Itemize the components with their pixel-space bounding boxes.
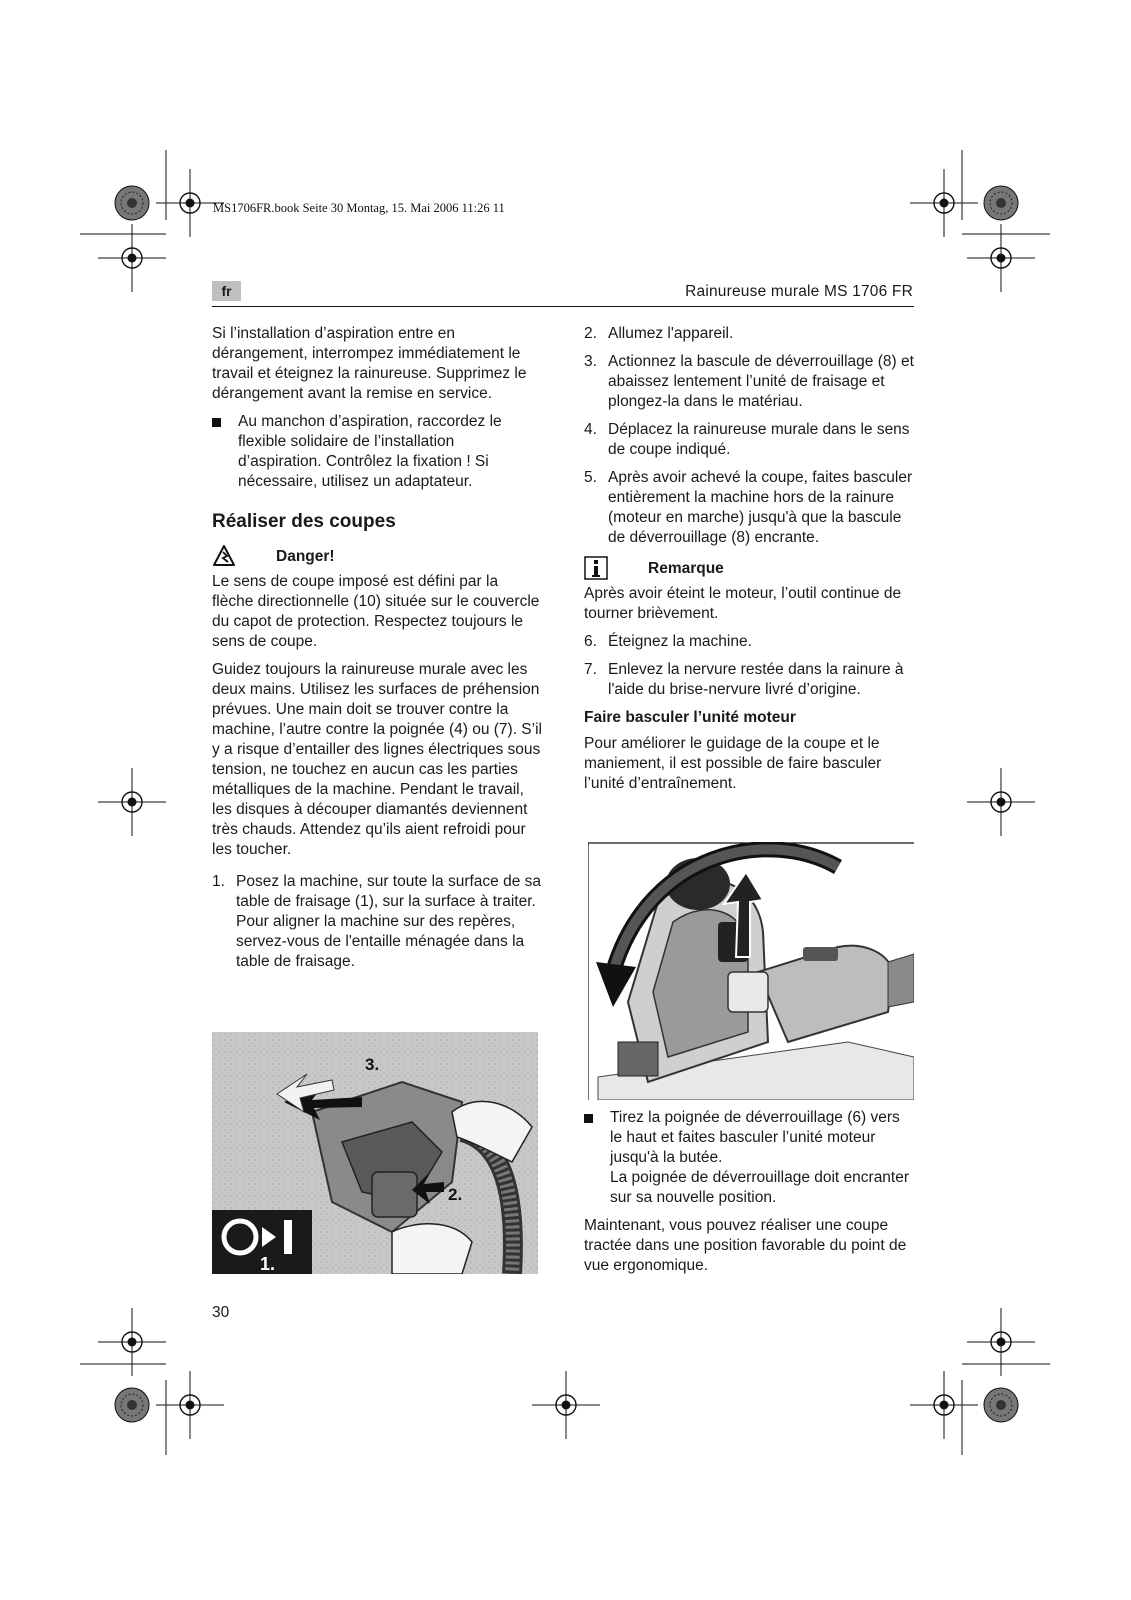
step-item-1	[212, 872, 542, 972]
left-column	[212, 324, 542, 980]
subsection-paragraph: Pour améliorer le guidage de la coupe et le maniement, il est possible de faire basculer l’unité d’entraînement.	[584, 735, 882, 792]
language-tag: fr	[212, 281, 241, 301]
figure-tilt-motor	[588, 842, 914, 1100]
step-text: Éteignez la machine.	[608, 633, 752, 650]
crosshair-icon	[910, 169, 978, 237]
crosshair-icon	[967, 1308, 1035, 1376]
step-text: Déplacez la rainureuse murale dans le sens de coupe indiqué.	[608, 421, 910, 458]
page-number: 30	[212, 1304, 230, 1321]
figure-positioning-machine	[212, 1032, 538, 1274]
crosshair-icon	[532, 1371, 600, 1439]
danger-label: Danger!	[276, 548, 335, 565]
step-number: 7.	[584, 661, 597, 678]
step-item-4	[584, 420, 916, 460]
step-text-extra: Pour aligner la machine sur des repères, servez-vous de l'entaille ménagée dans la table de fraisage.	[236, 913, 525, 970]
color-target-icon	[984, 1388, 1018, 1422]
bullet-square-icon	[212, 418, 221, 427]
bullet-item	[212, 412, 542, 492]
subsection-title: Faire basculer l’unité moteur	[584, 709, 796, 726]
intro-paragraph: Si l’installation d’aspiration entre en dérangement, interrompez immédiatement le travail et éteignez la rainureuse. Supprimez le dérangement avant la remise en service.	[212, 325, 527, 402]
step-number: 3.	[584, 353, 597, 370]
crosshair-icon	[910, 1371, 978, 1439]
figure-label-2: 2.	[448, 1185, 463, 1204]
danger-paragraph-2: Guidez toujours la rainureuse murale avec les deux mains. Utilisez les surfaces de préhension prévues. Une main doit se trouver contre la machine, l’autre contre la poignée (4) ou (7). S’il y a risque d’entailler des lignes électriques sous tension, ne touchez en aucun cas les parties métalliques de la machine. Pendant le travail, les disques à découper diamantés deviennent très chauds. Attendez qu’ils aient refroidi pour les toucher.	[212, 661, 542, 858]
note-notice	[584, 556, 916, 580]
step-number: 1.	[212, 873, 225, 890]
step-number: 2.	[584, 325, 597, 342]
step-text: Enlevez la nervure restée dans la rainure à l'aide du brise-nervure livré d’origine.	[608, 661, 904, 698]
bullet-text: Au manchon d’aspiration, raccordez le flexible solidaire de l’installation d’aspiration. Contrôlez la fixation ! Si nécessaire, utilisez un adaptateur.	[238, 413, 502, 490]
closing-paragraph: Maintenant, vous pouvez réaliser une coupe tractée dans une position favorable du point de vue ergonomique.	[584, 1217, 907, 1274]
crosshair-icon	[967, 768, 1035, 836]
step-item-5	[584, 468, 916, 548]
step-item-6	[584, 632, 916, 652]
step-text: Allumez l'appareil.	[608, 325, 734, 342]
info-icon	[584, 556, 610, 580]
figure-label-1: 1.	[260, 1254, 276, 1274]
machine-illustration	[212, 1032, 538, 1274]
right-column	[584, 324, 916, 802]
step-number: 5.	[584, 469, 597, 486]
bullet-item	[584, 1108, 916, 1208]
step-number: 4.	[584, 421, 597, 438]
danger-notice	[212, 544, 542, 568]
step-item-3	[584, 352, 916, 412]
color-target-icon	[115, 1388, 149, 1422]
print-info: MS1706FR.book Seite 30 Montag, 15. Mai 2006 11:26 11	[213, 201, 505, 215]
danger-paragraph-1: Le sens de coupe imposé est défini par la flèche directionnelle (10) située sur le couvercle du capot de protection. Respectez toujours le sens de coupe.	[212, 573, 540, 650]
right-column-lower	[584, 1108, 916, 1284]
step-text: Actionnez la bascule de déverrouillage (8) et abaissez lentement l’unité de fraisage et plongez-la dans le matériau.	[608, 353, 914, 410]
tilt-illustration	[588, 842, 914, 1100]
bullet-text-extra: La poignée de déverrouillage doit encranter sur sa nouvelle position.	[610, 1169, 910, 1206]
bullet-square-icon	[584, 1114, 593, 1123]
page-header-title: Rainureuse murale MS 1706 FR	[685, 283, 913, 300]
figure-label-3: 3.	[365, 1055, 380, 1074]
color-target-icon	[984, 186, 1018, 220]
crosshair-icon	[98, 1308, 166, 1376]
note-text: Après avoir éteint le moteur, l’outil continue de tourner brièvement.	[584, 585, 902, 622]
step-item-7	[584, 660, 916, 700]
header-rule	[212, 306, 914, 307]
step-text: Après avoir achevé la coupe, faites basculer entièrement la machine hors de la rainure (moteur en marche) jusqu'à que la bascule de déverrouillage (8) encrante.	[608, 469, 913, 546]
warning-triangle-icon	[212, 544, 240, 568]
section-title: Réaliser des coupes	[212, 511, 396, 532]
step-item-2	[584, 324, 916, 344]
step-text: Posez la machine, sur toute la surface de sa table de fraisage (1), sur la surface à traiter.	[236, 873, 541, 910]
step-number: 6.	[584, 633, 597, 650]
note-label: Remarque	[648, 560, 724, 577]
bullet-text: Tirez la poignée de déverrouillage (6) vers le haut et faites basculer l’unité moteur jusqu'à la butée.	[610, 1109, 900, 1166]
crosshair-icon	[98, 768, 166, 836]
color-target-icon	[115, 186, 149, 220]
